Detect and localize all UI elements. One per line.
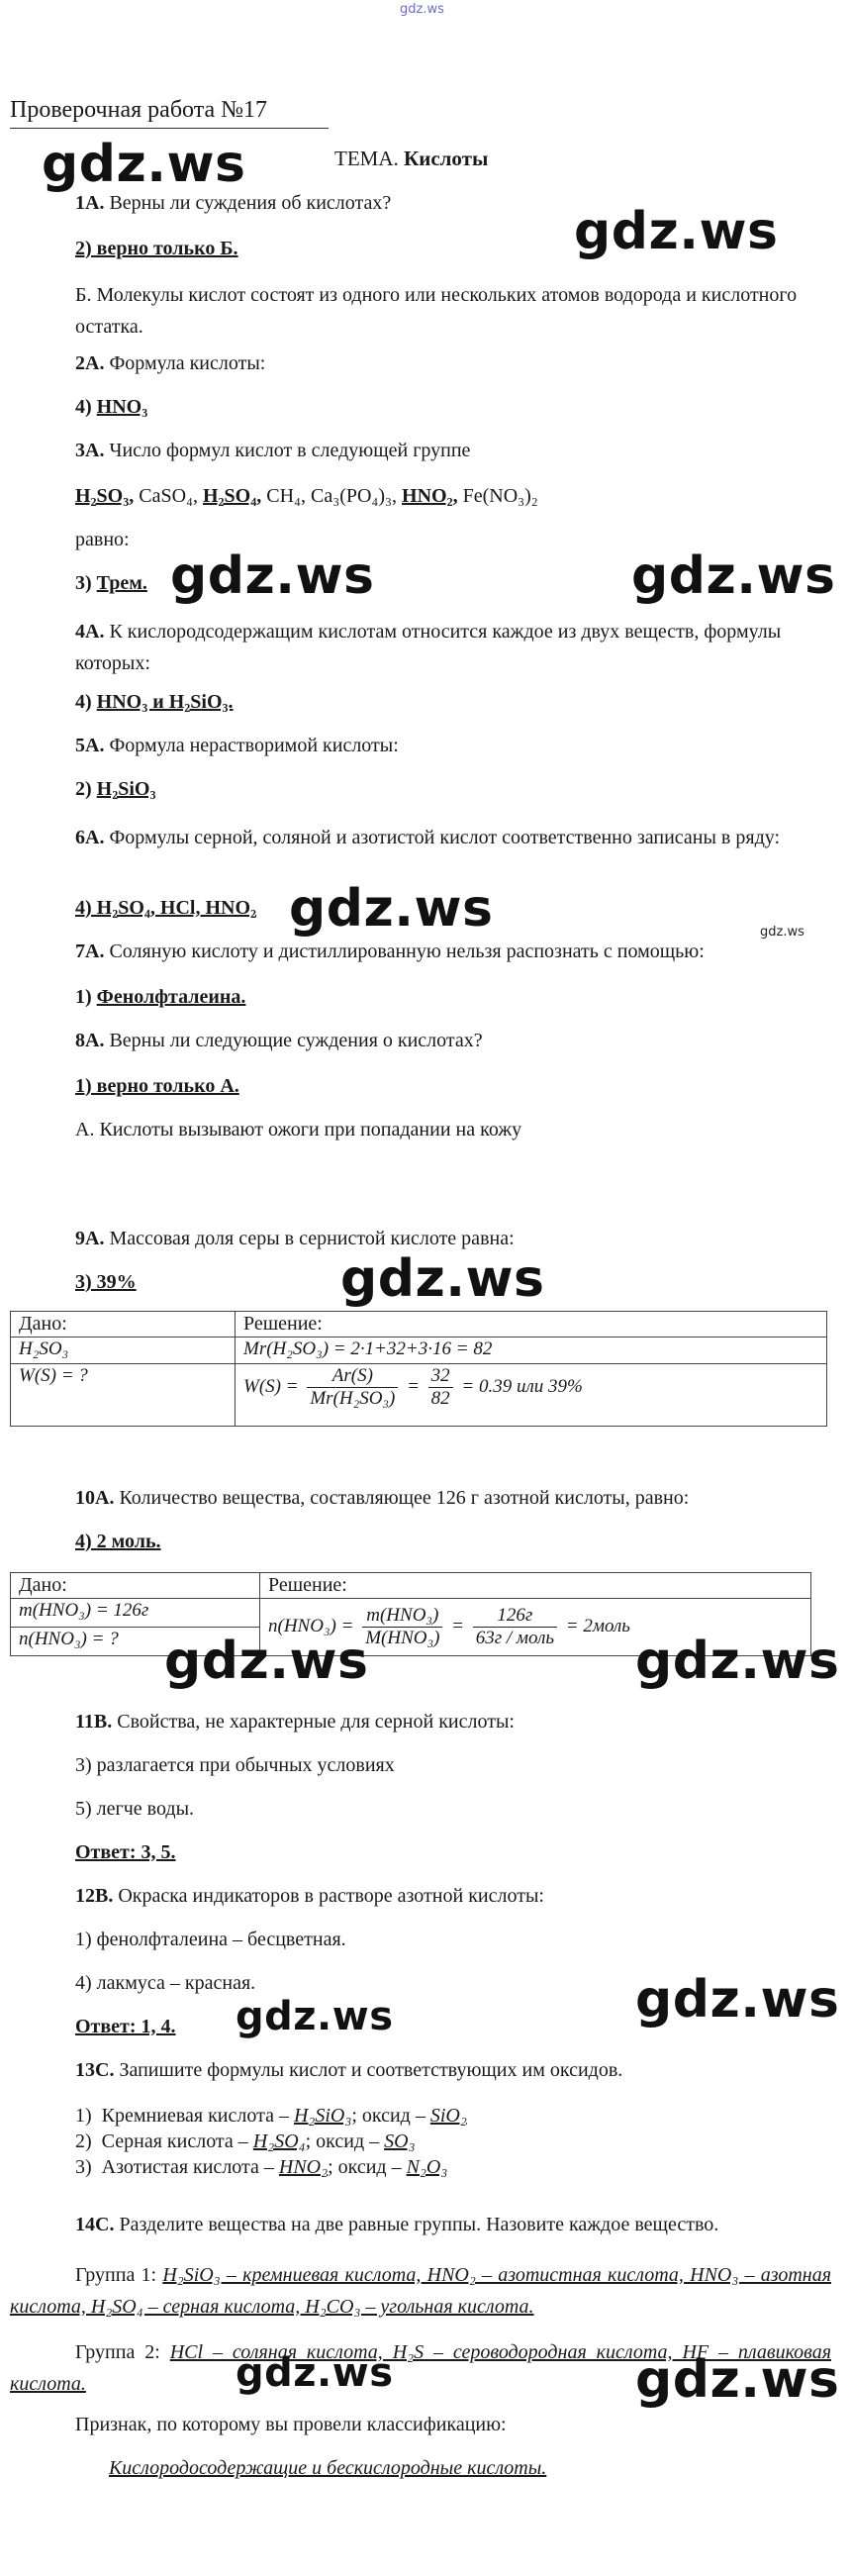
acid-name: Кремниевая кислота – bbox=[101, 2105, 294, 2127]
formula-lhs: n(HNO₃) = bbox=[268, 1615, 354, 1636]
watermark: gdz.ws bbox=[635, 1632, 840, 1691]
numerator: 126г bbox=[473, 1605, 557, 1628]
answer-7 bbox=[75, 986, 245, 1009]
group-label: Группа 2: bbox=[75, 2341, 160, 2363]
answer-value: H₂SiO₃ bbox=[96, 778, 156, 800]
criterion-answer: Кислородосодержащие и бескислородные кислоты. bbox=[109, 2457, 547, 2479]
acid-formula: H₂SiO₃ bbox=[293, 2105, 352, 2127]
given-mass: m(HNO₃) = 126г bbox=[11, 1599, 260, 1628]
fraction bbox=[428, 1365, 453, 1410]
topic-heading bbox=[334, 147, 488, 171]
answer-prefix: 1) bbox=[75, 986, 92, 1008]
answer-prefix: 4) bbox=[75, 691, 92, 713]
watermark: gdz.ws bbox=[236, 2350, 394, 2396]
equals: = bbox=[407, 1375, 420, 1397]
answer-10: 4) 2 моль. bbox=[75, 1531, 161, 1552]
question-text: Количество вещества, составляющее 126 г азотной кислоты, равно: bbox=[119, 1487, 690, 1509]
watermark: gdz.ws bbox=[164, 1632, 369, 1691]
separator: ; оксид – bbox=[328, 2156, 407, 2178]
question-10 bbox=[75, 1487, 689, 1510]
question-number: 2А. bbox=[75, 352, 105, 374]
answer-prefix: 2) bbox=[75, 778, 92, 800]
equals: = bbox=[451, 1615, 464, 1636]
question-number: 12В. bbox=[75, 1885, 114, 1907]
question-number: 11В. bbox=[75, 1711, 113, 1733]
question-9 bbox=[75, 1228, 515, 1250]
option-12-b: 4) лакмуса – красная. bbox=[75, 1972, 256, 1994]
question-3 bbox=[75, 440, 470, 462]
answer-4 bbox=[75, 691, 234, 714]
question-text: Окраска индикаторов в растворе азотной кислоты: bbox=[118, 1885, 544, 1907]
answer-1: 2) верно только Б. bbox=[75, 238, 238, 259]
answer-8: 1) верно только А. bbox=[75, 1075, 239, 1097]
question-text: К кислородсодержащим кислотам относится каждое из двух веществ, формулы которых: bbox=[75, 621, 782, 674]
fraction bbox=[362, 1605, 442, 1649]
question-11 bbox=[75, 1711, 515, 1734]
given-header: Дано: bbox=[11, 1573, 260, 1599]
question-7 bbox=[75, 941, 705, 963]
question-text: Верны ли суждения об кислотах? bbox=[109, 192, 392, 214]
oxide-formula: SO₃ bbox=[384, 2130, 416, 2152]
question-number: 10А. bbox=[75, 1487, 115, 1509]
row-index: 1) bbox=[75, 2105, 92, 2127]
option-12-a: 1) фенолфталеина – бесцветная. bbox=[75, 1929, 346, 1950]
question-1 bbox=[75, 192, 391, 215]
question-text: Массовая доля серы в сернистой кислоте равна: bbox=[109, 1228, 515, 1249]
option-11-b: 5) легче воды. bbox=[75, 1798, 194, 1820]
question-number: 14С. bbox=[75, 2214, 115, 2235]
row-index: 2) bbox=[75, 2130, 92, 2152]
formula: Fe(NO₃)₂ bbox=[462, 485, 538, 507]
option-11-a: 3) разлагается при обычных условиях bbox=[75, 1754, 395, 1776]
numerator: Ar(S) bbox=[307, 1365, 398, 1388]
watermark: gdz.ws bbox=[635, 2350, 840, 2410]
question-text: Соляную кислоту и дистиллированную нельзя распознать с помощью: bbox=[109, 941, 705, 962]
answer-3 bbox=[75, 572, 147, 595]
answer-9: 3) 39% bbox=[75, 1271, 137, 1293]
formula-lhs: W(S) = bbox=[243, 1375, 299, 1397]
acid-formula: HNO₂ bbox=[278, 2156, 329, 2178]
formula-group-3 bbox=[75, 485, 538, 508]
denominator: M(HNO₃) bbox=[365, 1628, 440, 1648]
question-text: Число формул кислот в следующей группе bbox=[109, 440, 471, 461]
page-title: Проверочная работа №17 bbox=[10, 97, 268, 123]
watermark: gdz.ws bbox=[289, 879, 494, 939]
answer-value: Фенолфталеина. bbox=[96, 986, 246, 1008]
answer-2 bbox=[75, 396, 147, 419]
question-3-tail: равно: bbox=[75, 529, 130, 550]
answer-prefix: 3) bbox=[75, 572, 92, 594]
group-content: HCl – соляная кислота, H₂S – сероводородная кислота, HF – плавиковая кислота. bbox=[10, 2341, 832, 2395]
question-number: 8А. bbox=[75, 1030, 105, 1051]
solution-step-1: Mr(H₂SO₃) = 2·1+32+3·16 = 82 bbox=[236, 1338, 827, 1364]
oxide-row bbox=[75, 2154, 467, 2180]
question-14 bbox=[75, 2214, 718, 2236]
separator: ; оксид – bbox=[351, 2105, 430, 2127]
title-rule bbox=[10, 128, 329, 129]
answer-11: Ответ: 3, 5. bbox=[75, 1841, 176, 1863]
formula-acid: HNO₂, bbox=[402, 485, 458, 507]
formula-rhs: = 2моль bbox=[565, 1615, 630, 1636]
question-number: 13С. bbox=[75, 2059, 115, 2081]
formula-rhs: = 0.39 или 39% bbox=[461, 1375, 583, 1397]
watermark-small: gdz.ws bbox=[760, 925, 804, 940]
answer-value: HNO₃ и H₂SiO₃. bbox=[96, 691, 234, 713]
watermark: gdz.ws bbox=[42, 135, 246, 194]
watermark: gdz.ws bbox=[340, 1249, 545, 1309]
separator: ; оксид – bbox=[305, 2130, 385, 2152]
group-label: Группа 1: bbox=[75, 2264, 157, 2286]
denominator: 63г / моль bbox=[475, 1628, 555, 1648]
question-6 bbox=[75, 822, 837, 853]
question-4 bbox=[75, 616, 837, 679]
acid-name: Азотистая кислота – bbox=[101, 2156, 279, 2178]
question-text: Верны ли следующие суждения о кислотах? bbox=[109, 1030, 483, 1051]
question-number: 9А. bbox=[75, 1228, 105, 1249]
given-unknown: n(HNO₃) = ? bbox=[11, 1628, 260, 1656]
note-8: А. Кислоты вызывают ожоги при попадании на кожу bbox=[75, 1119, 522, 1140]
given-header: Дано: bbox=[11, 1312, 236, 1338]
numerator: m(HNO₃) bbox=[362, 1605, 442, 1628]
question-number: 6А. bbox=[75, 827, 105, 848]
question-text: Запишите формулы кислот и соответствующих им оксидов. bbox=[119, 2059, 623, 2081]
given-unknown: W(S) = ? bbox=[11, 1364, 236, 1427]
answer-5 bbox=[75, 778, 155, 801]
criterion-question: Признак, по которому вы провели классификацию: bbox=[75, 2414, 507, 2435]
oxide-row bbox=[75, 2103, 467, 2129]
question-text: Формулы серной, соляной и азотистой кислот соответственно записаны в ряду: bbox=[109, 827, 781, 848]
top-watermark: gdz.ws bbox=[400, 2, 444, 17]
oxide-list bbox=[75, 2103, 467, 2180]
watermark: gdz.ws bbox=[574, 202, 779, 261]
formula-acid: H₂SO₄, bbox=[203, 485, 262, 507]
solution-step-2 bbox=[236, 1364, 827, 1427]
topic-label: ТЕМА. bbox=[334, 147, 399, 170]
answer-value: HNO₃ bbox=[96, 396, 148, 418]
denominator: 82 bbox=[430, 1388, 450, 1409]
question-5 bbox=[75, 735, 399, 757]
fraction bbox=[473, 1605, 557, 1649]
question-12 bbox=[75, 1885, 544, 1908]
answer-value: Трем. bbox=[96, 572, 147, 594]
question-number: 3А. bbox=[75, 440, 105, 461]
answer-prefix: 4) bbox=[75, 396, 92, 418]
question-13 bbox=[75, 2059, 622, 2082]
row-index: 3) bbox=[75, 2156, 92, 2178]
question-number: 5А. bbox=[75, 735, 105, 756]
question-8 bbox=[75, 1030, 483, 1052]
given-formula: H₂SO₃ bbox=[11, 1338, 236, 1364]
question-text: Свойства, не характерные для серной кислоты: bbox=[117, 1711, 515, 1733]
note-1: Б. Молекулы кислот состоят из одного или нескольких атомов водорода и кислотного остатка. bbox=[75, 284, 798, 338]
oxide-formula: SiO₂ bbox=[429, 2105, 467, 2127]
question-2 bbox=[75, 352, 265, 375]
topic-value: Кислоты bbox=[404, 147, 489, 170]
denominator: Mr(H₂SO₃) bbox=[310, 1388, 396, 1409]
group-1 bbox=[10, 2259, 831, 2323]
watermark: gdz.ws bbox=[170, 546, 375, 606]
oxide-row bbox=[75, 2129, 467, 2154]
answer-12: Ответ: 1, 4. bbox=[75, 2016, 176, 2037]
formula: CH₄, bbox=[266, 485, 306, 507]
oxide-formula: N₂O₃ bbox=[406, 2156, 448, 2178]
question-number: 1А. bbox=[75, 192, 105, 214]
formula: CaSO₄, bbox=[139, 485, 198, 507]
question-text: Разделите вещества на две равные группы. Назовите каждое вещество. bbox=[119, 2214, 719, 2235]
question-text: Формула нерастворимой кислоты: bbox=[109, 735, 399, 756]
watermark: gdz.ws bbox=[236, 1994, 394, 2039]
numerator: 32 bbox=[428, 1365, 453, 1388]
formula-acid: H₂SO₃, bbox=[75, 485, 135, 507]
question-number: 4А. bbox=[75, 621, 105, 643]
group-content: H₂SiO₃ – кремниевая кислота, HNO₂ – азотистная кислота, HNO₃ – азотная кислота, H₂SO₄ – серная кислота, H₂CO₃ – угольная кислота. bbox=[10, 2264, 831, 2318]
question-number: 7А. bbox=[75, 941, 105, 962]
acid-formula: H₂SO₄ bbox=[252, 2130, 306, 2152]
solution-header: Решение: bbox=[236, 1312, 827, 1338]
solution-header: Решение: bbox=[260, 1573, 811, 1599]
formula: Ca₃(PO₄)₃, bbox=[311, 485, 398, 507]
acid-name: Серная кислота – bbox=[101, 2130, 253, 2152]
solution-table-9 bbox=[10, 1311, 827, 1427]
fraction bbox=[307, 1365, 398, 1410]
question-text: Формула кислоты: bbox=[109, 352, 266, 374]
answer-6: 4) H₂SO₄, HCl, HNO₂ bbox=[75, 897, 256, 919]
watermark: gdz.ws bbox=[631, 546, 836, 606]
watermark: gdz.ws bbox=[635, 1970, 840, 2030]
